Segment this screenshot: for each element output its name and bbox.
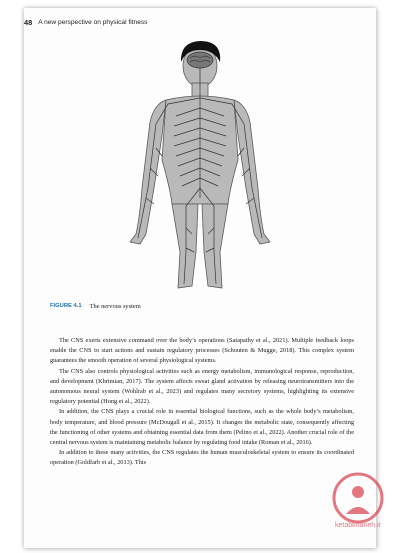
figure-caption xyxy=(50,301,350,311)
figure-caption-text: The nervous system xyxy=(89,302,141,310)
paragraph: The CNS exerts extensive command over the body’s operations (Satapathy et al., 2021). Multiple feedback loops enable the CNS to start actions and sustain regulatory processes (Schouten & Mugge, 2018). This complex system guarantees the smooth operation of several physiological systems. xyxy=(50,337,354,365)
nervous-system-figure xyxy=(110,38,290,300)
page-number: 48 xyxy=(24,17,33,27)
paragraph: The CNS also controls physiological activities such as energy metabolism, immunological response, reproduction, and development (Khrimian, 2017). The system affects sweat gland activation by releasing neurotransmitters into the autonomous neural system (Wohlrab et al., 2023) and regulates many secretory systems, highlighting its extensive regulatory potential (Hong et al., 2022). xyxy=(50,367,354,406)
paragraph: In addition to these many activities, the CNS regulates the human musculoskeletal system to ensure its coordinated operation (Goldfarb et al., 2013). This xyxy=(50,449,354,467)
running-title: A new perspective on physical fitness xyxy=(38,18,148,26)
figure-label: FIGURE 4.1 xyxy=(50,303,82,309)
nerve-network xyxy=(138,68,262,284)
running-header xyxy=(24,16,344,28)
body-text xyxy=(50,336,354,469)
brain-shape xyxy=(187,52,213,68)
paragraph: In addition, the CNS plays a crucial role in essential biological functions, such as the whole body’s metabolism, body temperature, and blood pressure (McDougall et al., 2015). It changes the metabolic state, consequently affecting the functioning of other systems and obtaining essential data from them (Pelino et al., 2022). Another crucial role of the central nervous system is maintaining metabolic balance by regulating food intake (Roman et al., 2016). xyxy=(50,408,354,447)
watermark-text: ketabkhaneh.ir xyxy=(335,522,381,529)
human-silhouette-illustration xyxy=(110,38,290,300)
watermark-logo xyxy=(330,470,386,530)
